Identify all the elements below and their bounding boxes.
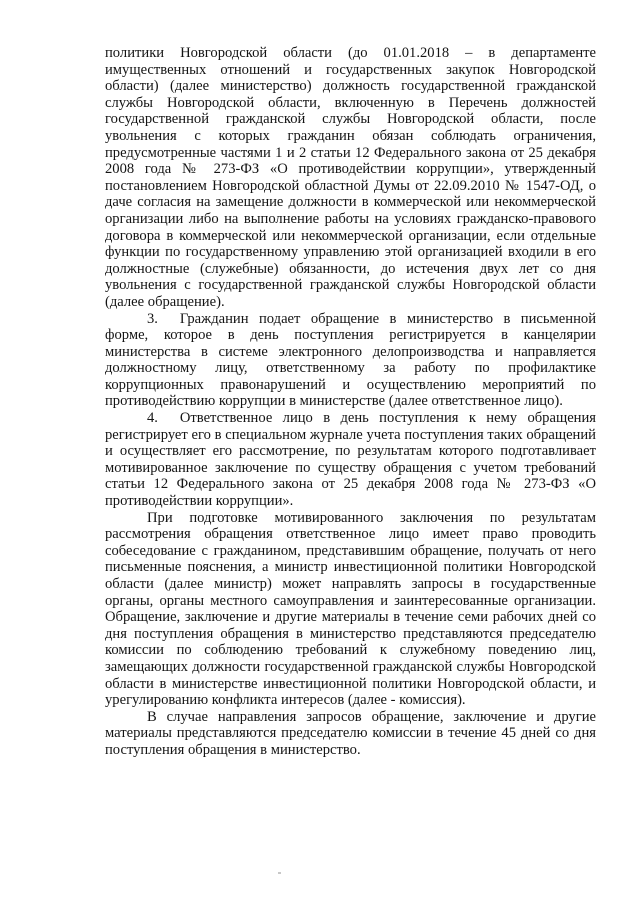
document-body	[105, 45, 596, 759]
paragraph-text: политики Новгородской области (до 01.01.2018 – в департаменте имущественных отношений и государственных закупок Новгородской области) (далее министерство) должность государственной гражданской службы Новгородской области, включенную в Перечень должностей государственной гражданской службы Новгородской области, после увольнения с которых гражданин обязан соблюдать ограничения, предусмотренные частями 1 и 2 статьи 12 Федерального закона от 25 декабря 2008 года № 273-ФЗ «О противодействии коррупции», утвержденный постановлением Новгородской областной Думы от 22.09.2010 № 1547-ОД, о даче согласия на замещение должности в коммерческой или некоммерческой организации либо на выполнение работы на условиях гражданско-правового договора в коммерческой или некоммерческой организации, если отдельные функции по государственному управлению этой организацией входили в его должностные (служебные) обязанности, до истечения двух лет со дня увольнения с государственной гражданской службы Новгородской области (далее обращение).	[105, 45, 596, 310]
paragraph-requests	[105, 709, 596, 759]
paragraph-item-4	[105, 410, 596, 510]
paragraph-number: 4.	[147, 410, 158, 427]
paragraph-continuation	[105, 45, 596, 311]
paragraph-number: 3.	[147, 310, 158, 327]
paragraph-text: Гражданин подает обращение в министерство в письменной форме, которое в день поступления регистрируется в канцелярии министерства в системе электронного делопроизводства и направляется должностному лицу, ответственному за работу по профилактике коррупционных правонарушений и осуществлению мероприятий по противодействию коррупции в министерстве (далее ответственное лицо).	[105, 310, 596, 410]
scan-speck	[278, 872, 281, 874]
paragraph-text: Ответственное лицо в день поступления к нему обращения регистрирует его в специальном журнале учета поступления таких обращений и осуществляет его рассмотрение, по результатам которого подготавливает мотивированное заключение по существу обращения с учетом требований статьи 12 Федерального закона от 25 декабря 2008 года № 273-ФЗ «О противодействии коррупции».	[105, 410, 596, 510]
paragraph-text: При подготовке мотивированного заключения по результатам рассмотрения обращения ответственное лицо имеет право проводить собеседование с гражданином, представившим обращение, получать от него письменные пояснения, а министр инвестиционной политики Новгородской области (далее министр) может направлять запросы в государственные органы, органы местного самоуправления и заинтересованные организации. Обращение, заключение и другие материалы в течение семи рабочих дней со дня поступления обращения в министерство представляются председателю комиссии по соблюдению требований к служебному поведению лиц, замещающих должности государственной гражданской службы Новгородской области в министерстве инвестиционной политики Новгородской области, и урегулированию конфликта интересов (далее - комиссия).	[105, 509, 596, 709]
paragraph-preparation	[105, 510, 596, 709]
paragraph-item-3	[105, 311, 596, 411]
paragraph-text: В случае направления запросов обращение, заключение и другие материалы представляются председателю комиссии в течение 45 дней со дня поступления обращения в министерство.	[105, 708, 596, 758]
